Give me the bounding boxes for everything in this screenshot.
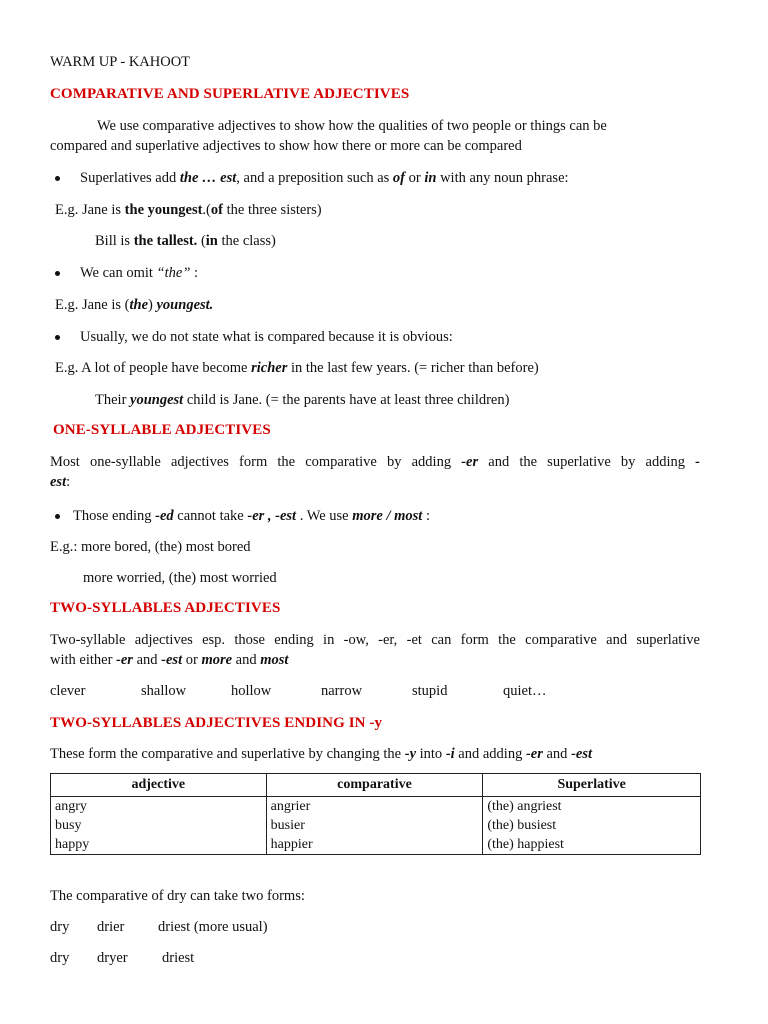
word-quiet: quiet… <box>503 683 547 699</box>
word-stupid: stupid <box>412 683 448 699</box>
example-jane-youngest: E.g. Jane is the youngest.(of the three sisters) <box>55 202 322 218</box>
table-row <box>51 835 701 855</box>
bullet-icon <box>55 514 60 519</box>
example-jane-the-youngest: E.g. Jane is (the) youngest. <box>55 297 214 313</box>
dry-comparative-alt: dryer <box>97 950 128 966</box>
bullet-icon <box>55 271 60 276</box>
dry-comparative: drier <box>97 919 125 935</box>
table-cell: (the) angriest <box>483 797 701 817</box>
table-cell: (the) happiest <box>483 835 701 855</box>
table-row <box>51 797 701 817</box>
heading-two-syllables: TWO-SYLLABLES ADJECTIVES <box>50 600 281 616</box>
word-narrow: narrow <box>321 683 363 699</box>
table-header: adjective <box>51 774 267 797</box>
two-syllable-rule-line-2: with either -er and -est or more and most <box>50 652 289 668</box>
one-syllable-rule-line-2: est: <box>50 474 71 490</box>
example-bill-tallest: Bill is the tallest. (in the class) <box>95 233 276 249</box>
dry-superlative: driest (more usual) <box>158 919 268 935</box>
adjective-table <box>50 773 701 855</box>
word-clever: clever <box>50 683 86 699</box>
bullet-superlatives: Superlatives add the … est, and a preposition such as of or in with any noun phrase: <box>80 170 569 186</box>
heading-one-syllable: ONE-SYLLABLE ADJECTIVES <box>53 422 271 438</box>
intro-line-2: compared and superlative adjectives to show how there or more can be compared <box>50 138 522 154</box>
table-cell: busy <box>51 816 267 835</box>
bullet-icon <box>55 176 60 181</box>
bullet-ending-ed: Those ending -ed cannot take -er , -est . We use more / most : <box>73 508 430 524</box>
table-cell: angrier <box>266 797 483 817</box>
one-syllable-rule-line-1: Most one-syllable adjectives form the comparative by adding -er and the superlative by adding - <box>50 454 700 470</box>
bullet-omit-the: We can omit “the” : <box>80 265 199 281</box>
heading-comparative-superlative: COMPARATIVE AND SUPERLATIVE ADJECTIVES <box>50 86 410 102</box>
dry-intro: The comparative of dry can take two forms: <box>50 888 305 904</box>
table-header-row <box>51 774 701 797</box>
table-header: comparative <box>266 774 483 797</box>
dry-superlative: driest <box>162 950 195 966</box>
example-bored: E.g.: more bored, (the) most bored <box>50 539 251 555</box>
intro-line-1: We use comparative adjectives to show how the qualities of two people or things can be <box>97 118 607 134</box>
word-hollow: hollow <box>231 683 272 699</box>
warmup-line: WARM UP - KAHOOT <box>50 54 191 70</box>
example-worried: more worried, (the) most worried <box>83 570 277 586</box>
example-richer: E.g. A lot of people have become richer in the last few years. (= richer than before) <box>55 360 539 376</box>
bullet-usually: Usually, we do not state what is compared because it is obvious: <box>80 329 453 345</box>
two-syllable-rule-line-1: Two-syllable adjectives esp. those ending in -ow, -er, -et can form the comparative and superlative <box>50 632 700 648</box>
example-youngest-child: Their youngest child is Jane. (= the parents have at least three children) <box>95 392 510 408</box>
bullet-icon <box>55 335 60 340</box>
y-rule: These form the comparative and superlative by changing the -y into -i and adding -er and -est <box>50 746 592 762</box>
table-header: Superlative <box>483 774 701 797</box>
heading-two-syllables-y: TWO-SYLLABLES ADJECTIVES ENDING IN -y <box>50 715 383 731</box>
table-row <box>51 816 701 835</box>
table-cell: happier <box>266 835 483 855</box>
word-shallow: shallow <box>141 683 187 699</box>
dry-word: dry <box>50 950 70 966</box>
dry-word: dry <box>50 919 70 935</box>
table-cell: (the) busiest <box>483 816 701 835</box>
table-cell: angry <box>51 797 267 817</box>
table-cell: busier <box>266 816 483 835</box>
table-cell: happy <box>51 835 267 855</box>
